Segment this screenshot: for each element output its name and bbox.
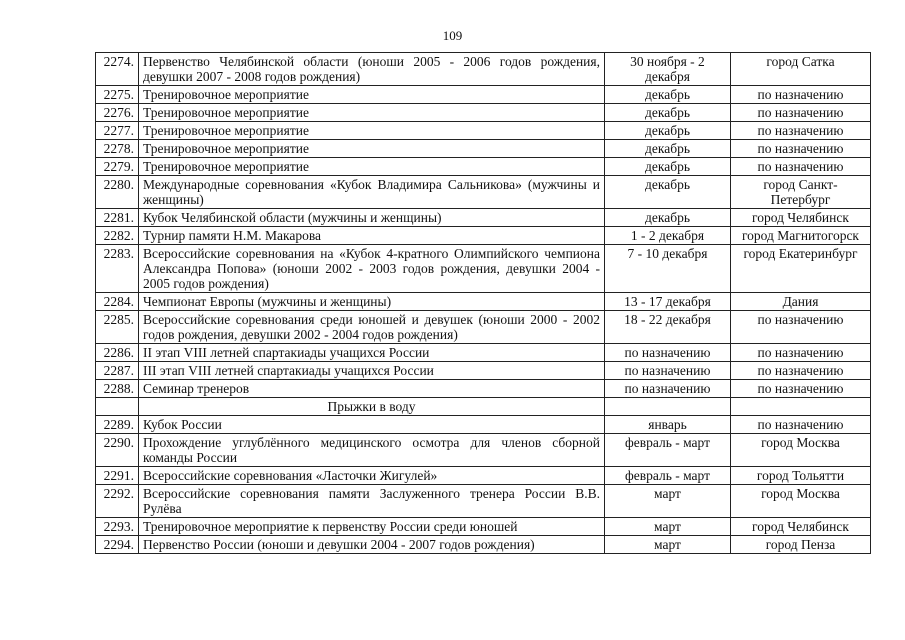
table-row — [96, 86, 871, 104]
event-name: Всероссийские соревнования памяти Заслуженного тренера России В.В. Рулёва — [139, 485, 605, 518]
event-number: 2275. — [96, 86, 139, 104]
table-row — [96, 293, 871, 311]
event-date: по назначению — [605, 362, 731, 380]
table-row — [96, 434, 871, 467]
event-place: город Екатеринбург — [731, 245, 871, 293]
event-number: 2285. — [96, 311, 139, 344]
table-row — [96, 227, 871, 245]
section-title: Прыжки в воду — [139, 398, 605, 416]
event-number: 2279. — [96, 158, 139, 176]
event-number: 2282. — [96, 227, 139, 245]
event-place: по назначению — [731, 122, 871, 140]
event-name: Тренировочное мероприятие к первенству России среди юношей — [139, 518, 605, 536]
section-header-row — [96, 398, 871, 416]
table-row — [96, 209, 871, 227]
event-number: 2278. — [96, 140, 139, 158]
section-place-cell — [731, 398, 871, 416]
event-date: декабрь — [605, 140, 731, 158]
event-place: город Сатка — [731, 53, 871, 86]
event-name: Турнир памяти Н.М. Макарова — [139, 227, 605, 245]
event-place: по назначению — [731, 86, 871, 104]
event-date: декабрь — [605, 86, 731, 104]
event-name: Прохождение углублённого медицинского осмотра для членов сборной команды России — [139, 434, 605, 467]
table-row — [96, 416, 871, 434]
event-name: Первенство России (юноши и девушки 2004 - 2007 годов рождения) — [139, 536, 605, 554]
event-number: 2288. — [96, 380, 139, 398]
table-row — [96, 122, 871, 140]
event-name: Всероссийские соревнования среди юношей и девушек (юноши 2000 - 2002 годов рождения, девушки 2002 - 2004 годов рождения) — [139, 311, 605, 344]
event-number: 2290. — [96, 434, 139, 467]
page-number: 109 — [442, 28, 463, 43]
table-row — [96, 344, 871, 362]
event-date: январь — [605, 416, 731, 434]
event-date: март — [605, 536, 731, 554]
event-place: Дания — [731, 293, 871, 311]
table-row — [96, 176, 871, 209]
event-date: март — [605, 485, 731, 518]
table-row — [96, 485, 871, 518]
event-number: 2286. — [96, 344, 139, 362]
event-place: по назначению — [731, 311, 871, 344]
event-number: 2287. — [96, 362, 139, 380]
event-date: декабрь — [605, 158, 731, 176]
event-date: 7 - 10 декабря — [605, 245, 731, 293]
event-date: декабрь — [605, 209, 731, 227]
table-row — [96, 158, 871, 176]
event-place: по назначению — [731, 380, 871, 398]
event-place: город Санкт-Петербург — [731, 176, 871, 209]
event-name: Тренировочное мероприятие — [139, 122, 605, 140]
event-name: Тренировочное мероприятие — [139, 158, 605, 176]
event-number: 2281. — [96, 209, 139, 227]
table-row — [96, 536, 871, 554]
event-date: 1 - 2 декабря — [605, 227, 731, 245]
event-date: февраль - март — [605, 467, 731, 485]
event-place: по назначению — [731, 344, 871, 362]
event-date: декабрь — [605, 176, 731, 209]
event-date: 13 - 17 декабря — [605, 293, 731, 311]
event-number: 2289. — [96, 416, 139, 434]
event-date: декабрь — [605, 104, 731, 122]
section-date-cell — [605, 398, 731, 416]
event-place: город Тольятти — [731, 467, 871, 485]
table-row — [96, 140, 871, 158]
event-date: по назначению — [605, 344, 731, 362]
table-row — [96, 518, 871, 536]
event-number: 2292. — [96, 485, 139, 518]
table-row — [96, 467, 871, 485]
table-row — [96, 104, 871, 122]
event-number: 2274. — [96, 53, 139, 86]
event-place: по назначению — [731, 140, 871, 158]
event-name: Семинар тренеров — [139, 380, 605, 398]
event-date: 30 ноября - 2 декабря — [605, 53, 731, 86]
table-row — [96, 245, 871, 293]
event-number: 2293. — [96, 518, 139, 536]
event-date: февраль - март — [605, 434, 731, 467]
event-place: город Челябинск — [731, 209, 871, 227]
event-name: Чемпионат Европы (мужчины и женщины) — [139, 293, 605, 311]
event-name: Международные соревнования «Кубок Владимира Сальникова» (мужчины и женщины) — [139, 176, 605, 209]
event-number: 2284. — [96, 293, 139, 311]
event-name: II этап VIII летней спартакиады учащихся России — [139, 344, 605, 362]
event-place: город Магнитогорск — [731, 227, 871, 245]
event-name: Всероссийские соревнования на «Кубок 4-кратного Олимпийского чемпиона Александра Попова» (юноши 2002 - 2003 годов рождения, девушки 2004 - 2005 годов рождения) — [139, 245, 605, 293]
event-date: март — [605, 518, 731, 536]
event-place: город Москва — [731, 434, 871, 467]
event-date: 18 - 22 декабря — [605, 311, 731, 344]
event-date: по назначению — [605, 380, 731, 398]
event-number: 2280. — [96, 176, 139, 209]
event-place: по назначению — [731, 362, 871, 380]
event-date: декабрь — [605, 122, 731, 140]
table-row — [96, 311, 871, 344]
event-place: по назначению — [731, 158, 871, 176]
event-name: Всероссийские соревнования «Ласточки Жигулей» — [139, 467, 605, 485]
table-row — [96, 53, 871, 86]
event-place: по назначению — [731, 104, 871, 122]
table-row — [96, 380, 871, 398]
event-place: по назначению — [731, 416, 871, 434]
event-place: город Пенза — [731, 536, 871, 554]
event-number: 2277. — [96, 122, 139, 140]
event-number: 2276. — [96, 104, 139, 122]
event-number: 2283. — [96, 245, 139, 293]
event-name: Первенство Челябинской области (юноши 2005 - 2006 годов рождения, девушки 2007 - 2008 годов рождения) — [139, 53, 605, 86]
section-number-cell — [96, 398, 139, 416]
event-name: Кубок Челябинской области (мужчины и женщины) — [139, 209, 605, 227]
table-row — [96, 362, 871, 380]
events-table — [95, 52, 871, 554]
event-number: 2291. — [96, 467, 139, 485]
event-name: Тренировочное мероприятие — [139, 86, 605, 104]
event-name: Тренировочное мероприятие — [139, 104, 605, 122]
event-name: Тренировочное мероприятие — [139, 140, 605, 158]
event-number: 2294. — [96, 536, 139, 554]
event-place: город Москва — [731, 485, 871, 518]
event-name: III этап VIII летней спартакиады учащихся России — [139, 362, 605, 380]
event-place: город Челябинск — [731, 518, 871, 536]
event-name: Кубок России — [139, 416, 605, 434]
